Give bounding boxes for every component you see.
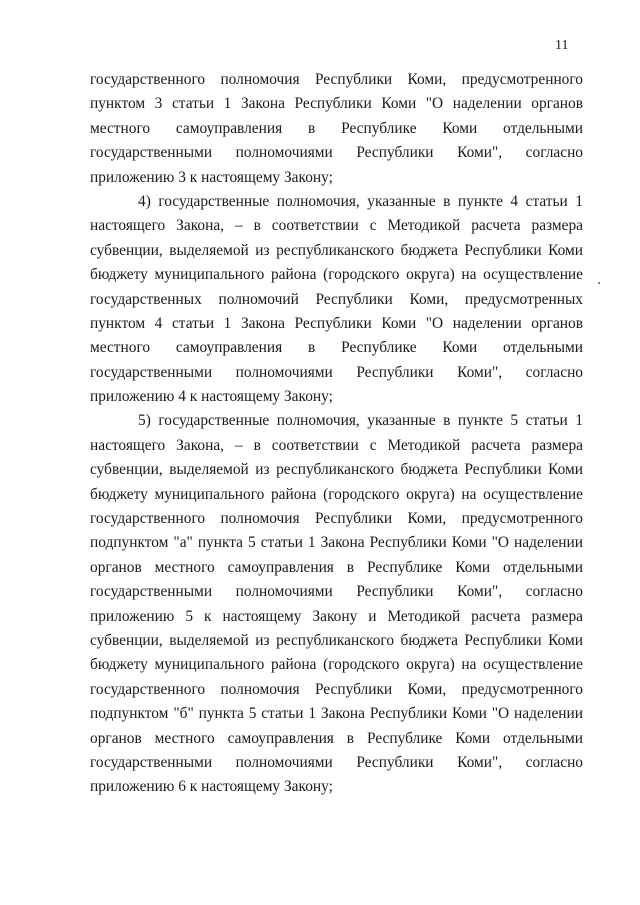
text-line: приложению 3 к настоящему Закону; [90,168,333,186]
text-line: государственными полномочиями Республики Коми", согласно [90,363,583,381]
text-line: настоящего Закона, – в соответствии с Методикой расчета размера [90,436,583,454]
text-line: 5) государственные полномочия, указанные в пункте 5 статьи 1 [138,412,583,430]
text-line: государственными полномочиями Республики Коми", согласно [90,753,583,771]
text-line: субвенции, выделяемой из республиканского бюджета Республики Коми [90,631,583,649]
text-line: государственными полномочиями Республики Коми", согласно [90,144,583,162]
text-line: настоящего Закона, – в соответствии с Методикой расчета размера [90,217,583,235]
text-line: пунктом 3 статьи 1 Закона Республики Коми "О наделении органов [90,95,583,113]
text-line: подпунктом "б" пункта 5 статьи 1 Закона Республики Коми "О наделении [90,705,583,723]
text-line: государственного полномочия Республики Коми, предусмотренного [90,71,583,88]
text-line: 4) государственные полномочия, указанные в пункте 4 статьи 1 [138,192,583,210]
text-line: местного самоуправления в Республике Коми отдельными [90,119,583,137]
text-line: местного самоуправления в Республике Коми отдельными [90,339,583,357]
text-line: органов местного самоуправления в Республике Коми отдельными [90,558,583,576]
text-line: подпунктом "а" пункта 5 статьи 1 Закона Республики Коми "О наделении [90,534,583,552]
text-line: бюджету муниципального района (городского округа) на осуществление [90,485,583,503]
text-line: государственных полномочий Республики Коми, предусмотренных [90,290,583,308]
page-number: 11 [555,38,569,53]
scan-speck [598,282,600,284]
text-line: государственного полномочия Республики Коми, предусмотренного [90,680,583,698]
text-line: бюджету муниципального района (городского округа) на осуществление [90,266,583,284]
text-line: приложению 5 к настоящему Закону и Методикой расчета размера [90,607,583,625]
text-line: бюджету муниципального района (городского округа) на осуществление [90,656,583,674]
text-line: приложению 4 к настоящему Закону; [90,388,333,406]
text-line: субвенции, выделяемой из республиканского бюджета Республики Коми [90,461,583,479]
text-line: субвенции, выделяемой из республиканского бюджета Республики Коми [90,241,583,259]
text-line: государственными полномочиями Республики Коми", согласно [90,583,583,601]
text-line: приложению 6 к настоящему Закону; [90,778,333,796]
text-line: пунктом 4 статьи 1 Закона Республики Коми "О наделении органов [90,314,583,332]
text-line: государственного полномочия Республики Коми, предусмотренного [90,510,583,528]
body-text [90,68,583,800]
text-line: органов местного самоуправления в Республике Коми отдельными [90,729,583,747]
